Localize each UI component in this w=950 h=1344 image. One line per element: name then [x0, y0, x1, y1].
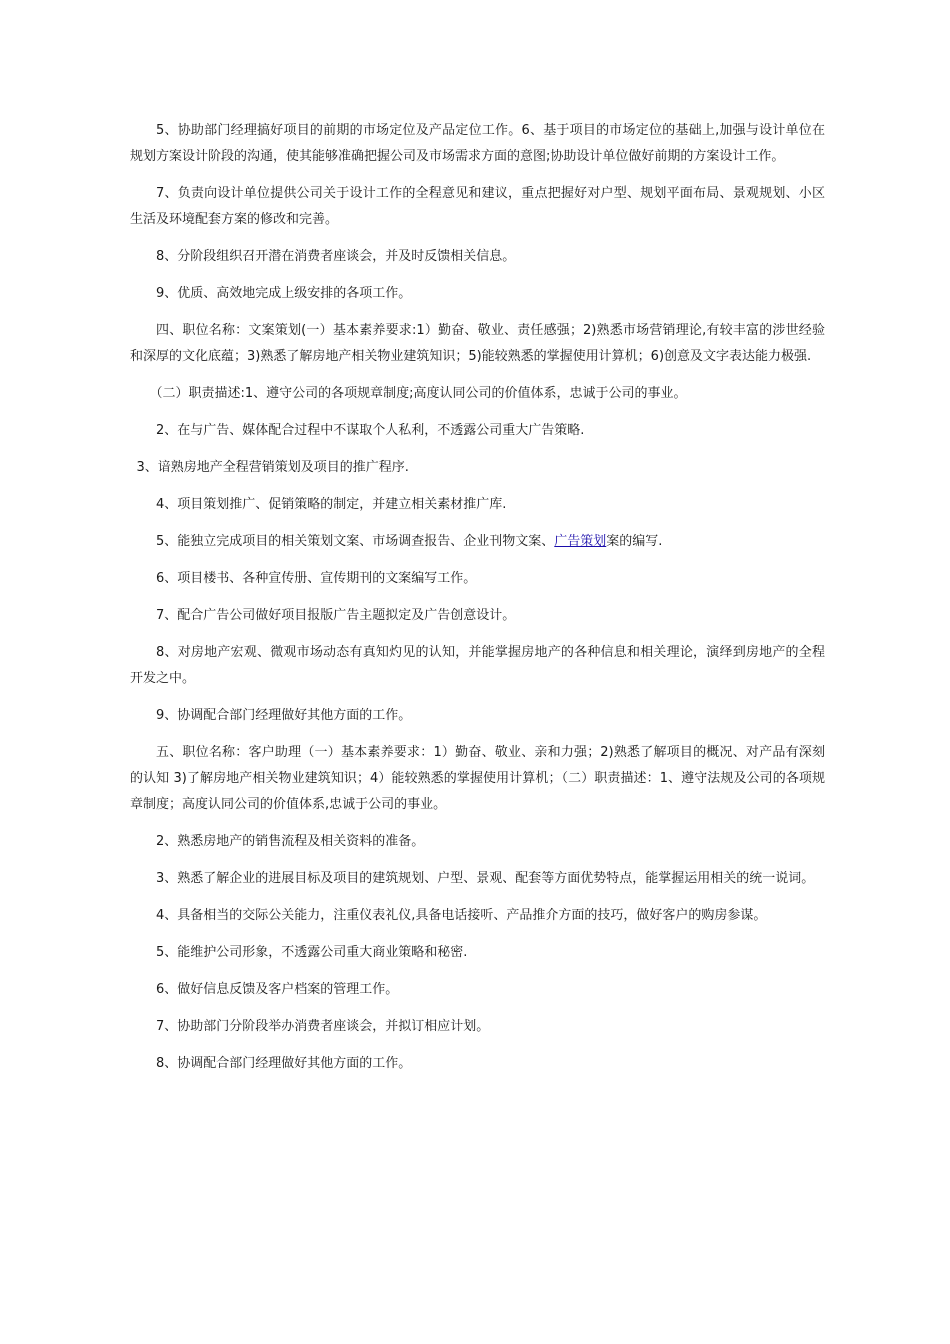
- section-customer-assistant: 五、职位名称：客户助理（一）基本素养要求：1）勤奋、敬业、亲和力强；2)熟悉了解项目的概况、对产品有深刻的认知 3)了解房地产相关物业建筑知识；4）能较熟悉的掌握使用计算机；（二）职责描述：1、遵守法规及公司的各项规章制度；高度认同公司的价值体系,忠诚于公司的事业。: [130, 745, 825, 812]
- assistant-duty-7: 7、协助部门分阶段举办消费者座谈会，并拟订相应计划。: [156, 1019, 490, 1034]
- assistant-duty-3: 3、熟悉了解企业的进展目标及项目的建筑规划、户型、景观、配套等方面优势特点，能掌握运用相关的统一说词。: [156, 871, 815, 886]
- paragraph-item-7: 7、负责向设计单位提供公司关于设计工作的全程意见和建议，重点把握好对户型、规划平面布局、景观规划、小区生活及环境配套方案的修改和完善。: [130, 186, 825, 227]
- copywriter-duty-9: 9、协调配合部门经理做好其他方面的工作。: [156, 708, 412, 723]
- copywriter-duties-intro: （二）职责描述:1、遵守公司的各项规章制度;高度认同公司的价值体系，忠诚于公司的事业。: [149, 386, 687, 401]
- copywriter-duty-4: 4、项目策划推广、促销策略的制定，并建立相关素材推广库.: [156, 497, 507, 512]
- paragraph-item-5: 5、协助部门经理搞好项目的前期的市场定位及产品定位工作。6、基于项目的市场定位的基础上,加强与设计单位在规划方案设计阶段的沟通，使其能够准确把握公司及市场需求方面的意图;协助设计单位做好前期的方案设计工作。: [130, 123, 825, 164]
- duty-5-text-before: 5、能独立完成项目的相关策划文案、市场调查报告、企业刊物文案、: [156, 534, 555, 549]
- copywriter-duty-5: [130, 529, 825, 555]
- assistant-duty-2: 2、熟悉房地产的销售流程及相关资料的准备。: [156, 834, 425, 849]
- assistant-duty-5: 5、能维护公司形象，不透露公司重大商业策略和秘密.: [156, 945, 468, 960]
- copywriter-duty-6: 6、项目楼书、各种宣传册、宣传期刊的文案编写工作。: [156, 571, 477, 586]
- assistant-duty-4: 4、具备相当的交际公关能力，注重仪表礼仪,具备电话接听、产品推介方面的技巧，做好客户的购房参谋。: [156, 908, 767, 923]
- paragraph-item-8: 8、分阶段组织召开潜在消费者座谈会，并及时反馈相关信息。: [156, 249, 516, 264]
- assistant-duty-8: 8、协调配合部门经理做好其他方面的工作。: [156, 1056, 412, 1071]
- section-copywriter: 四、职位名称：文案策划(一）基本素养要求:1）勤奋、敬业、责任感强；2)熟悉市场营销理论,有较丰富的涉世经验和深厚的文化底蕴；3)熟悉了解房地产相关物业建筑知识；5)能较熟悉的掌握使用计算机；6)创意及文字表达能力极强.: [130, 323, 825, 364]
- copywriter-duty-8: 8、对房地产宏观、微观市场动态有真知灼见的认知，并能掌握房地产的各种信息和相关理论，演绎到房地产的全程开发之中。: [130, 645, 825, 686]
- paragraph-item-9: 9、优质、高效地完成上级安排的各项工作。: [156, 286, 412, 301]
- copywriter-duty-7: 7、配合广告公司做好项目报版广告主题拟定及广告创意设计。: [156, 608, 516, 623]
- copywriter-duty-3: 3、谙熟房地产全程营销策划及项目的推广程序.: [136, 460, 409, 475]
- copywriter-duty-2: 2、在与广告、媒体配合过程中不谋取个人私利，不透露公司重大广告策略.: [156, 423, 585, 438]
- document-body: [130, 118, 825, 1088]
- ad-planning-link[interactable]: 广告策划: [554, 534, 607, 549]
- assistant-duty-6: 6、做好信息反馈及客户档案的管理工作。: [156, 982, 399, 997]
- duty-5-text-after: 案的编写.: [606, 534, 663, 549]
